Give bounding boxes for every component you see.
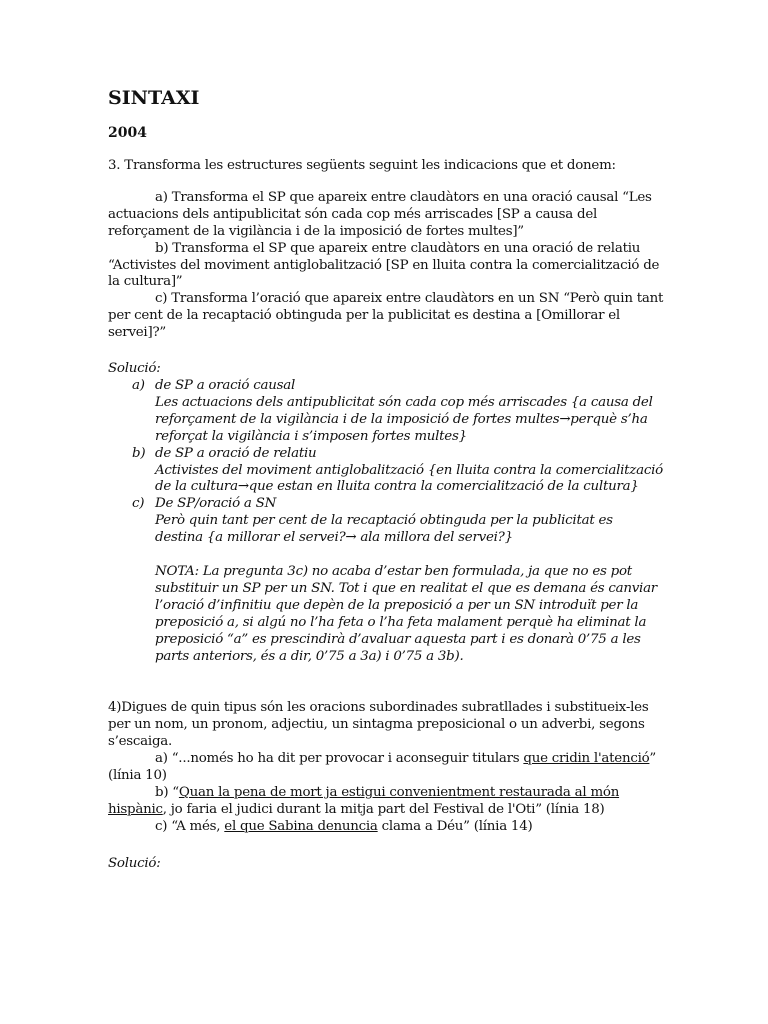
solution-item-c — [108, 496, 664, 665]
question-4-part-b — [108, 785, 664, 819]
solution-note: NOTA: La pregunta 3c) no acaba d’estar ben formulada, ja que no es pot substituir un SP per un SN. Tot i que en realitat el que es demana és canviar l’oració d’infinitiu que depèn de la preposició a per un SN introduït per la preposició a, si algú no l’ha feta o l’ha feta malament perquè ha eliminat la preposició “a” es prescindirà d’avaluar aquesta part i es donarà 0’75 a les parts anteriors, és a dir, 0’75 a 3a) i 0’75 a 3b). — [155, 564, 657, 664]
question-3-intro: 3. Transforma les estructures següents seguint les indicacions que et donem: — [108, 158, 616, 173]
part-a-prefix: a) “...només ho ha dit per provocar i aconseguir titulars — [155, 751, 524, 767]
part-c-prefix: c) “A més, — [155, 818, 225, 834]
solution-item-text: Però quin tant per cent de la recaptació obtinguda per la publicitat es destina {a millorar el servei?→ ala millora del servei?} — [155, 513, 613, 546]
part-c-suffix: clama a Déu” (línia 14) — [377, 818, 533, 834]
question-4-intro: 4)Digues de quin tipus són les oracions subordinades subratllades i substitueix-les per un nom, un pronom, adjectiu, un sintagma preposicional o un adverbi, segons s’escaiga. — [108, 700, 649, 750]
year-heading: 2004 — [108, 125, 147, 141]
question-3-part-a: a) Transforma el SP que apareix entre claudàtors en una oració causal “Les actuacions dels antipublicitat són cada cop més arriscades [SP a causa del reforçament de la vigilància i de la imposició de fortes multes]” — [108, 189, 652, 239]
question-3-part-b: b) Transforma el SP que apareix entre claudàtors en una oració de relatiu “Activistes del moviment antiglobalització [SP en lluita contra la comercialització de la cultura]” — [108, 240, 660, 290]
question-4-part-a — [108, 751, 664, 785]
question-4 — [108, 700, 664, 835]
question-3 — [108, 158, 664, 342]
solution-item-text: Les actuacions dels antipublicitat són cada cop més arriscades {a causa del reforçament de la vigilància i de la imposició de fortes multes→perquè s’ha reforçat la vigilància i s’imposen fortes multes} — [155, 394, 653, 444]
underlined-clause-b: Quan la pena de mort ja estigui convenientment restaurada al món hispànic — [108, 785, 620, 817]
question-3-part-c: c) Transforma l’oració que apareix entre claudàtors en un SN “Però quin tant per cent de la recaptació obtinguda per la publicitat es destina a [Omillorar el servei]?” — [108, 291, 664, 341]
underlined-clause-a: que cridin l'atenció — [523, 751, 650, 767]
underlined-clause-c: el que Sabina denuncia — [224, 818, 378, 834]
solution-item-b — [108, 446, 664, 497]
solution-item-text: Activistes del moviment antiglobalització {en lluita contra la comercialització de la cultura→que estan en lluita contra la comercialització de la cultura} — [155, 462, 663, 495]
solution-item-label: c) — [132, 496, 145, 512]
solution-item-label: a) — [132, 377, 145, 393]
solution-item-title: de SP a oració de relatiu — [155, 445, 317, 461]
solution-3-heading: Solució: — [108, 361, 161, 377]
solution-item-a — [108, 378, 664, 446]
solution-item-label: b) — [132, 445, 146, 461]
page-title: SINTAXI — [108, 87, 200, 109]
solution-3 — [108, 361, 664, 665]
part-a-suffix: ” (línia 10) — [108, 751, 657, 784]
solution-item-title: de SP a oració causal — [155, 377, 295, 393]
solution-item-title: De SP/oració a SN — [155, 496, 277, 512]
part-b-suffix: , jo faria el judici durant la mitja part del Festival de l'Oti” (línia 18) — [162, 801, 605, 817]
part-b-prefix: b) “ — [155, 785, 179, 800]
question-4-part-c — [108, 819, 664, 836]
solution-4-heading: Solució: — [108, 855, 161, 871]
document-page — [108, 86, 664, 873]
